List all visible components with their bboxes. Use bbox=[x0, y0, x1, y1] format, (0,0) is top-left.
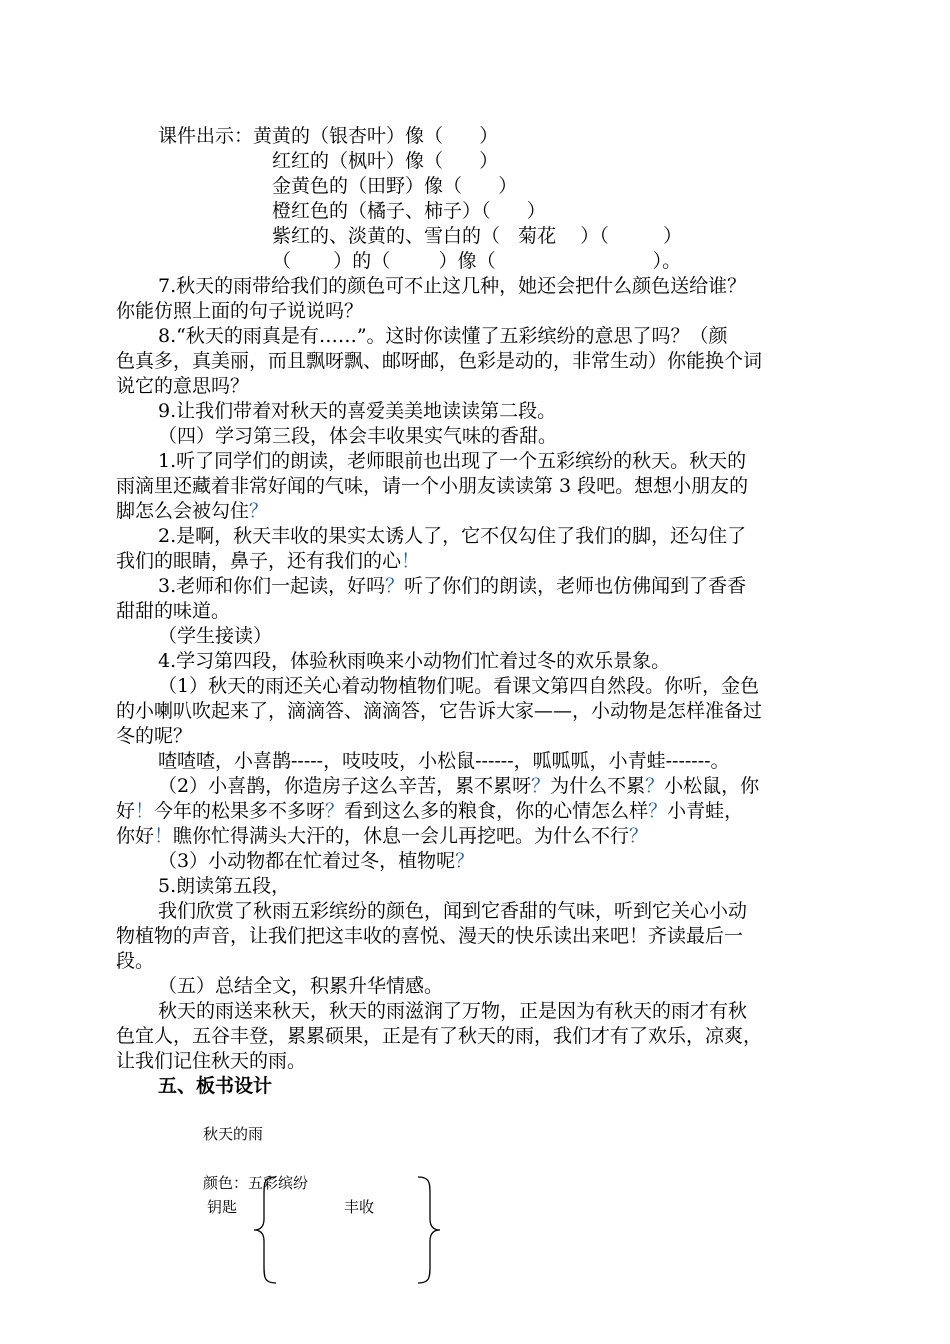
item-2-text: 你好 bbox=[116, 825, 155, 847]
board-key: 钥匙 bbox=[207, 1198, 238, 1216]
question-1-line2: 雨滴里还藏着非常好闻的气味，请一个小朋友读读第 3 段吧。想想小朋友的 bbox=[116, 475, 749, 497]
question-3-line2: 甜甜的味道。 bbox=[116, 600, 231, 622]
question-mark: ？ bbox=[648, 800, 668, 822]
question-2-text: 我们的眼睛，鼻子，还有我们的心 bbox=[116, 550, 402, 572]
item-3-line bbox=[158, 849, 474, 874]
board-color-line: 颜色：五彩缤纷 bbox=[203, 1174, 309, 1192]
question-3-line1 bbox=[158, 574, 746, 599]
paragraph-5-line1: 我们欣赏了秋雨五彩缤纷的颜色，闻到它香甜的气味，听到它关心小动 bbox=[158, 900, 748, 922]
courseware-option-0: 黄黄的（银杏叶）像（ ） bbox=[253, 125, 499, 147]
paragraph-5-line2: 物植物的声音，让我们把这丰收的喜悦、漫天的快乐读出来吧！齐读最后一 bbox=[116, 925, 744, 947]
left-brace-icon bbox=[250, 1175, 280, 1285]
paragraph-9: 9.让我们带着对秋天的喜爱美美地读读第二段。 bbox=[158, 400, 557, 422]
question-mark: ？ bbox=[531, 775, 551, 797]
board-design-heading: 五、板书设计 bbox=[158, 1075, 273, 1097]
question-1-line3 bbox=[116, 499, 268, 524]
question-1-line1: 1.听了同学们的朗读，老师眼前也出现了一个五彩缤纷的秋天。秋天的 bbox=[158, 450, 747, 472]
exclamation-mark: ！ bbox=[401, 550, 421, 572]
courseware-option-4: 紫红的、淡黄的、雪白的（ 菊花 ）（ ） bbox=[272, 225, 683, 247]
item-2-text: 小青蛙， bbox=[667, 800, 744, 822]
item-2-text: 看到这么多的粮食，你的心情怎么样 bbox=[344, 800, 649, 822]
courseware-option-2: 金黄色的（田野）像（ ） bbox=[272, 175, 518, 197]
board-title: 秋天的雨 bbox=[203, 1125, 264, 1143]
right-brace-icon bbox=[414, 1175, 444, 1285]
question-mark: ？ bbox=[249, 500, 269, 522]
courseware-first-line bbox=[158, 124, 498, 149]
item-3-text: （3）小动物都在忙着过冬，植物呢 bbox=[158, 850, 456, 872]
item-2-line2 bbox=[116, 799, 743, 824]
item-2-text: 为什么不累 bbox=[550, 775, 646, 797]
summary-line1: 秋天的雨送来秋天，秋天的雨滋润了万物，正是因为有秋天的雨才有秋 bbox=[158, 1000, 748, 1022]
question-5: 5.朗读第五段， bbox=[158, 875, 291, 897]
item-1-line1: （1）秋天的雨还关心着动物植物们呢。看课文第四自然段。你听，金色 bbox=[158, 675, 760, 697]
paragraph-8-line1: 8.“秋天的雨真是有……”。这时你读懂了五彩缤纷的意思了吗？（颜 bbox=[158, 325, 728, 347]
item-2-text: 瞧你忙得满头大汗的，休息一会儿再挖吧。为什么不行 bbox=[173, 825, 630, 847]
summary-line2: 色宜人，五谷丰登，累累硕果，正是有了秋天的雨，我们才有了欢乐，凉爽， bbox=[116, 1025, 763, 1047]
item-1-line2: 的小喇叭吹起来了，滴滴答、滴滴答，它告诉大家——，小动物是怎样准备过 bbox=[116, 700, 763, 722]
exclamation-mark: ！ bbox=[135, 800, 155, 822]
item-2-line3 bbox=[116, 824, 648, 849]
exclamation-mark: ！ bbox=[154, 825, 174, 847]
summary-line3: 让我们记住秋天的雨。 bbox=[116, 1050, 307, 1072]
section-5-heading: （五）总结全文，积累升华情感。 bbox=[158, 975, 444, 997]
question-mark: ？ bbox=[629, 825, 649, 847]
question-3-text-b: 听了你们的朗读，老师也仿佛闻到了香香 bbox=[404, 575, 747, 597]
item-2-line1 bbox=[158, 774, 759, 799]
question-2-line1: 2.是啊，秋天丰收的果实太诱人了，它不仅勾住了我们的脚，还勾住了 bbox=[158, 525, 747, 547]
item-2-text: 好 bbox=[116, 800, 136, 822]
question-2-line2 bbox=[116, 549, 420, 574]
student-reading-note: （学生接读） bbox=[158, 625, 273, 647]
paragraph-7-line2: 你能仿照上面的句子说说吗？ bbox=[116, 300, 364, 322]
paragraph-8-line3: 说它的意思吗？ bbox=[116, 375, 250, 397]
item-2-text: （2）小喜鹊，你造房子这么辛苦，累不累呀 bbox=[158, 775, 532, 797]
question-mark: ？ bbox=[385, 575, 405, 597]
question-4: 4.学习第四段，体验秋雨唤来小动物们忙着过冬的欢乐景象。 bbox=[158, 650, 671, 672]
item-2-text: 今年的松果多不多呀 bbox=[154, 800, 326, 822]
paragraph-8-line2: 色真多，真美丽，而且飘呀飘、邮呀邮，色彩是动的，非常生动）你能换个词 bbox=[116, 350, 763, 372]
courseware-option-3: 橙红色的（橘子、柿子）（ ） bbox=[272, 200, 546, 222]
courseware-label: 课件出示： bbox=[158, 125, 254, 147]
question-mark: ？ bbox=[325, 800, 345, 822]
courseware-option-1: 红红的（枫叶）像（ ） bbox=[272, 150, 499, 172]
item-1-line3: 冬的呢？ bbox=[116, 725, 193, 747]
question-3-text-a: 3.老师和你们一起读，好吗 bbox=[158, 575, 386, 597]
question-1-text: 脚怎么会被勾住 bbox=[116, 500, 250, 522]
section-4-heading: （四）学习第三段，体会丰收果实气味的香甜。 bbox=[158, 425, 558, 447]
courseware-option-5: （ ）的（ ）像（ ）。 bbox=[272, 250, 682, 272]
question-mark: ？ bbox=[645, 775, 665, 797]
paragraph-7-line1: 7.秋天的雨带给我们的颜色可不止这几种，她还会把什么颜色送给谁？ bbox=[158, 275, 747, 297]
animal-sounds-line: 喳喳喳，小喜鹊-----，吱吱吱，小松鼠------，呱呱呱，小青蛙-------。 bbox=[158, 750, 730, 772]
board-harvest: 丰收 bbox=[344, 1198, 375, 1216]
item-2-text: 小松鼠，你 bbox=[664, 775, 760, 797]
question-mark: ？ bbox=[455, 850, 475, 872]
paragraph-5-line3: 段。 bbox=[116, 950, 155, 972]
